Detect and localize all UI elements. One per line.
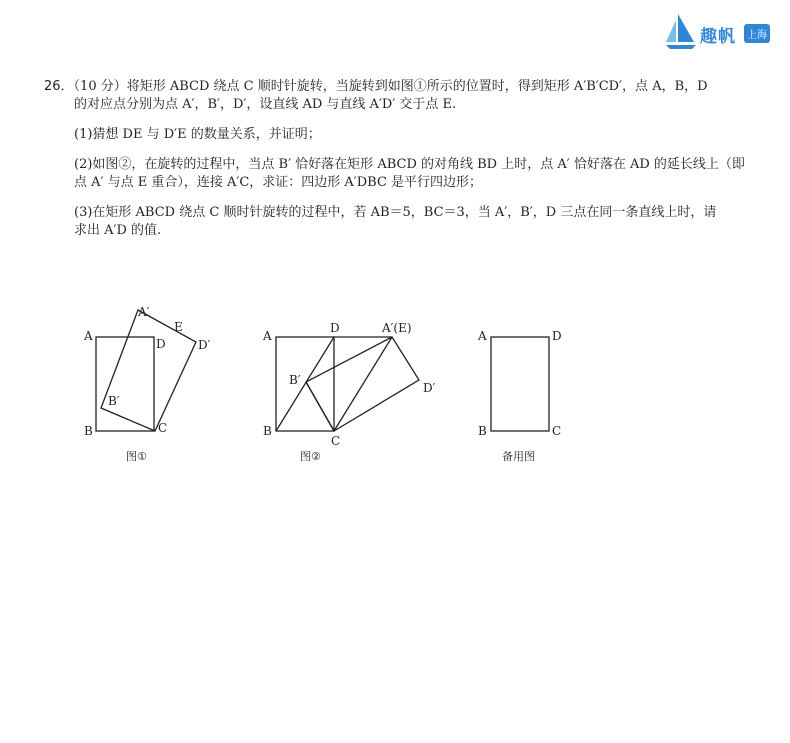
fig1-caption: 图① xyxy=(126,450,147,463)
fig2-label-b: B xyxy=(263,424,272,438)
problem-number: 26． xyxy=(44,79,74,94)
fig2-label-a-prime-e: A′(E) xyxy=(382,321,412,335)
fig3-label-b: B xyxy=(478,424,487,438)
fig1-label-e: E xyxy=(174,320,183,334)
logo-region: 上海 xyxy=(744,24,770,43)
fig2-label-b-prime: B′ xyxy=(289,373,301,387)
fig3-caption: 备用图 xyxy=(502,450,535,463)
question-3-line1: (3)在矩形 ABCD 绕点 C 顺时针旋转的过程中，若 AB＝5，BC＝3，当 A′，B′，D 三点在同一条直线上时，请 xyxy=(74,205,717,220)
fig3-label-a: A xyxy=(478,329,487,343)
fig2-label-a: A xyxy=(263,329,272,343)
logo xyxy=(664,12,780,52)
fig1-label-c: C xyxy=(158,421,168,435)
figures xyxy=(70,300,590,480)
question-2-line1: (2)如图②，在旋转的过程中，当点 B′ 恰好落在矩形 ABCD 的对角线 BD 上时，点 A′ 恰好落在 AD 的延长线上（即 xyxy=(74,157,745,172)
fig1-label-d-prime: D′ xyxy=(198,338,211,352)
figure-1 xyxy=(83,305,211,463)
question-2-line2: 点 A′ 与点 E 重合），连接 A′C，求证：四边形 A′DBC 是平行四边形； xyxy=(74,175,483,190)
fig1-label-a-prime: A′ xyxy=(138,305,150,319)
fig1-rect-abcd xyxy=(96,337,154,431)
fig1-label-d: D xyxy=(156,337,166,351)
fig1-label-b: B xyxy=(84,424,93,438)
question-3 xyxy=(44,204,764,240)
fig2-caption: 图② xyxy=(300,450,321,463)
problem-score: （10 分） xyxy=(73,79,127,94)
problem-stem-line1: 将矩形 ABCD 绕点 C 顺时针旋转，当旋转到如图①所示的位置时，得到矩形 A′B′CD′，点 A，B，D xyxy=(126,79,708,94)
question-1: (1)猜想 DE 与 D′E 的数量关系，并证明； xyxy=(74,127,321,142)
question-2 xyxy=(44,156,764,192)
logo-brand: 趣帆 xyxy=(700,27,736,47)
fig2-label-d: D xyxy=(330,321,340,335)
fig3-rect-abcd xyxy=(491,337,549,431)
problem-26 xyxy=(44,78,764,252)
fig1-label-a: A xyxy=(84,329,93,343)
sail-icon xyxy=(664,12,698,50)
fig1-label-b-prime: B′ xyxy=(108,394,120,408)
fig2-segment-b-prime-c xyxy=(306,382,334,431)
fig2-label-d-prime: D′ xyxy=(423,381,436,395)
fig2-segment-a-prime-c xyxy=(334,337,392,431)
fig3-label-d: D xyxy=(552,329,562,343)
problem-stem-line2: 的对应点分别为点 A′，B′，D′，设直线 AD 与直线 A′D′ 交于点 E. xyxy=(74,97,457,112)
fig2-label-c: C xyxy=(331,434,341,448)
figure-2 xyxy=(262,321,436,463)
figure-3 xyxy=(477,329,562,463)
fig3-label-c: C xyxy=(552,424,562,438)
question-3-line2: 求出 A′D 的值. xyxy=(74,223,162,238)
